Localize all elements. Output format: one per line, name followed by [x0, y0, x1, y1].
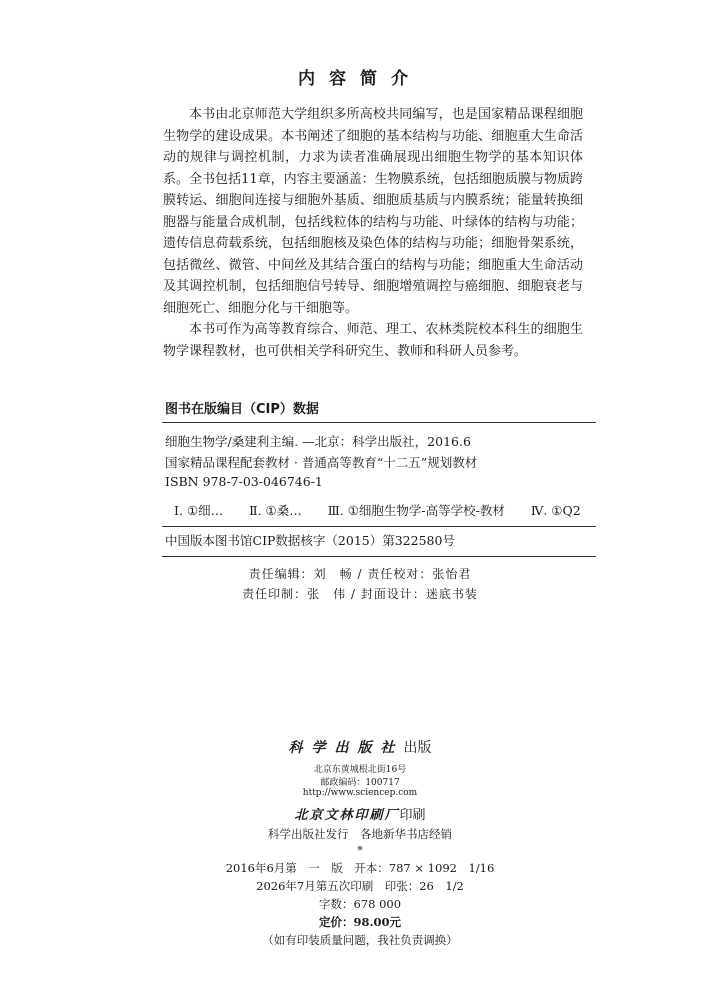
printer-name	[0, 804, 720, 823]
cip-class-item: Ⅱ. ①桑…	[249, 503, 302, 518]
summary-paragraph: 本书可作为高等教育综合、师范、理工、农林类院校本科生的细胞生物学课程教材，也可供相关学科研究生、教师和科研人员参考。	[163, 322, 583, 359]
printer-name-suffix: 印刷	[399, 808, 426, 823]
printer-logo-text: 北京文林印刷厂	[294, 808, 400, 823]
cip-line-series: 国家精品课程配套教材 · 普通高等教育“十二五”规划教材	[165, 455, 478, 470]
cip-heading: 图书在版编目（CIP）数据	[165, 402, 319, 417]
printing-line: 2026年7月第五次印刷 印张：26 1/2	[256, 879, 464, 893]
cip-record-number: 中国版本图书馆CIP数据核字（2015）第322580号	[165, 533, 455, 548]
cip-class-item: Ⅳ. ①Q2	[530, 503, 581, 518]
cip-isbn: ISBN 978-7-03-046746-1	[165, 474, 323, 489]
cip-divider	[162, 556, 596, 557]
summary-title: 内容简介	[298, 69, 422, 89]
credits-editors: 责任编辑：刘 畅 / 责任校对：张怡君	[248, 567, 472, 581]
cip-class-item: Ⅰ. ①细…	[174, 503, 224, 518]
summary-body	[163, 104, 583, 362]
cip-classification	[174, 501, 603, 519]
publisher-address: 北京东黄城根北街16号	[313, 765, 407, 775]
publisher-logo-text: 科学出版社	[288, 740, 404, 756]
edition-line: 2016年6月第 一 版 开本：787 × 1092 1/16	[225, 861, 495, 875]
summary-paragraph: 本书由北京师范大学组织多所高校共同编写，也是国家精品课程细胞生物学的建设成果。本书阐述了细胞的基本结构与功能、细胞重大生命活动的规律与调控机制，力求为读者准确展现出细胞生物学的基本知识体系。全书包括11章，内容主要涵盖：生物膜系统，包括细胞质膜与物质跨膜转运、细胞间连接与细胞外基质、细胞质基质与内膜系统；能量转换细胞器与能量合成机制，包括线粒体的结构与功能、叶绿体的结构与功能；遗传信息荷载系统，包括细胞核及染色体的结构与功能；细胞骨架系统，包括微丝、微管、中间丝及其结合蛋白的结构与功能；细胞重大生命活动及其调控机制，包括细胞信号转导、细胞增殖调控与癌细胞、细胞衰老与细胞死亡、细胞分化与干细胞等。	[163, 107, 583, 316]
credits-production: 责任印制：张 伟 / 封面设计：迷底书装	[242, 587, 478, 601]
word-count: 字数：678 000	[318, 897, 402, 911]
cip-divider	[162, 422, 596, 423]
cip-class-item: Ⅲ. ①细胞生物学-高等学校-教材	[327, 503, 505, 518]
cip-line-title: 细胞生物学/桑建利主编. —北京：科学出版社，2016.6	[165, 434, 471, 449]
publisher-name	[0, 737, 720, 757]
price: 定价：98.00元	[318, 915, 401, 929]
publisher-name-suffix: 出版	[403, 740, 432, 756]
distribution-line: 科学出版社发行 各地新华书店经销	[268, 827, 452, 841]
separator-star: *	[357, 843, 363, 857]
cip-divider	[162, 526, 596, 527]
publisher-postcode: 邮政编码：100717	[320, 778, 400, 788]
quality-notice: （如有印装质量问题，我社负责调换）	[262, 933, 458, 947]
publisher-url: http://www.sciencep.com	[302, 788, 418, 798]
